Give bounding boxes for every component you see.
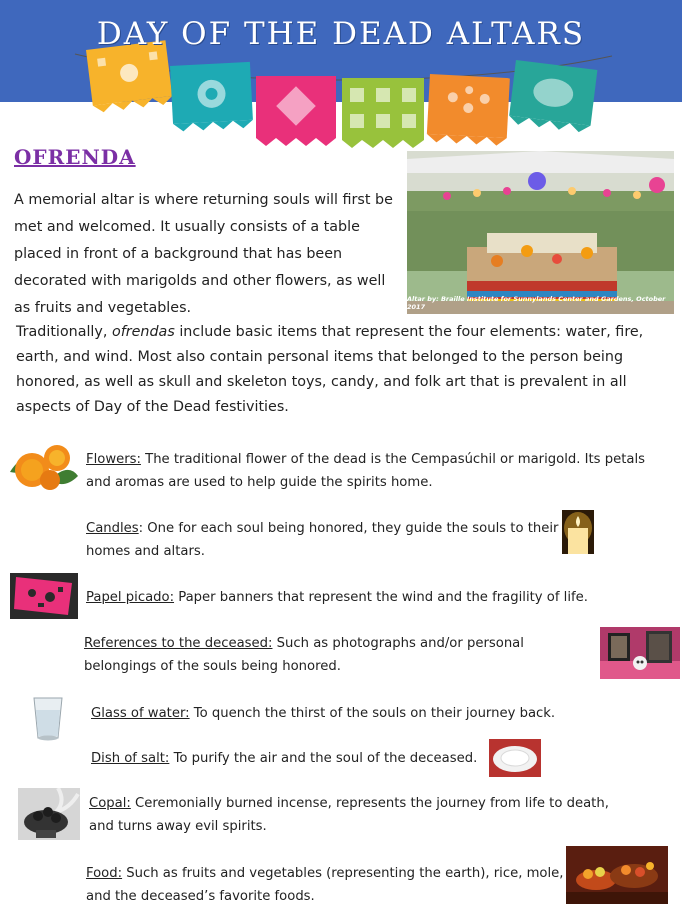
section-heading: OFRENDA (14, 145, 136, 169)
marigold-icon (2, 432, 82, 496)
item-label: Glass of water: (91, 706, 190, 721)
banner-flag-4 (342, 78, 424, 148)
item-label: Papel picado: (86, 590, 175, 605)
list-item-candles (86, 517, 562, 563)
item-text: Ceremonially burned incense, represents the journey from life to death, and turns away evil spirits. (89, 796, 609, 834)
list-item-papel-picado (86, 586, 646, 609)
candle-icon (562, 510, 594, 554)
traditional-em: ofrendas (111, 324, 175, 340)
traditional-pre: Traditionally, (16, 324, 112, 340)
item-text: The traditional flower of the dead is the Cempasúchil or marigold. Its petals and aromas are used to help guide the spirits home. (86, 452, 646, 490)
banner-flag-2 (170, 62, 253, 132)
item-label: Candles (86, 521, 139, 536)
banner-flag-5 (426, 74, 509, 146)
item-text: Such as photographs and/or personal belongings of the souls being honored. (84, 636, 524, 674)
page-title: DAY OF THE DEAD ALTARS (96, 16, 586, 52)
traditional-paragraph (16, 320, 666, 420)
water-glass-icon (28, 694, 68, 742)
list-item-references (84, 632, 600, 678)
banner-flag-3 (256, 76, 336, 146)
papel-picado-icon (10, 573, 78, 619)
item-label: Flowers: (86, 452, 141, 467)
item-label: Copal: (89, 796, 131, 811)
copal-icon (18, 788, 80, 840)
list-item-dish-of-salt (91, 747, 491, 770)
item-label: References to the deceased: (84, 636, 273, 651)
banner-flag-6 (508, 60, 597, 134)
altar-photo-image (407, 151, 674, 314)
list-item-copal (89, 792, 629, 838)
food-icon (566, 846, 668, 904)
item-label: Food: (86, 866, 123, 881)
altar-photo (407, 151, 674, 314)
intro-paragraph: A memorial altar is where returning souls will first be met and welcomed. It usually consists of a table placed in front of a background that has been decorated with marigolds and other flowers, as well as fruits and vegetables. (14, 192, 393, 316)
list-item-flowers (86, 448, 656, 494)
list-item-food (86, 862, 564, 908)
item-text: To quench the thirst of the souls on their journey back. (189, 706, 556, 721)
item-text: Such as fruits and vegetables (representing the earth), rice, mole, and the deceased’s favorite foods. (86, 866, 564, 904)
photo-frames-icon (600, 627, 680, 679)
item-text: Paper banners that represent the wind and the fragility of life. (174, 590, 588, 605)
photo-credit: Altar by: Braille Institute for Sunnylands Center and Gardens, October 2017 (407, 295, 666, 311)
salt-dish-icon (489, 739, 541, 777)
traditional-post: include basic items that represent the four elements: water, fire, earth, and wind. Most also contain personal items that belonged to the person being honored, as well as skull and skeleton toys, candy, and folk art that is prevalent in all aspects of Day of the Dead festivities. (16, 324, 644, 415)
item-text: To purify the air and the soul of the deceased. (169, 751, 478, 766)
item-label: Dish of salt: (91, 751, 170, 766)
item-text: : One for each soul being honored, they guide the souls to their homes and altars. (86, 521, 559, 559)
list-item-glass-of-water (91, 702, 591, 725)
